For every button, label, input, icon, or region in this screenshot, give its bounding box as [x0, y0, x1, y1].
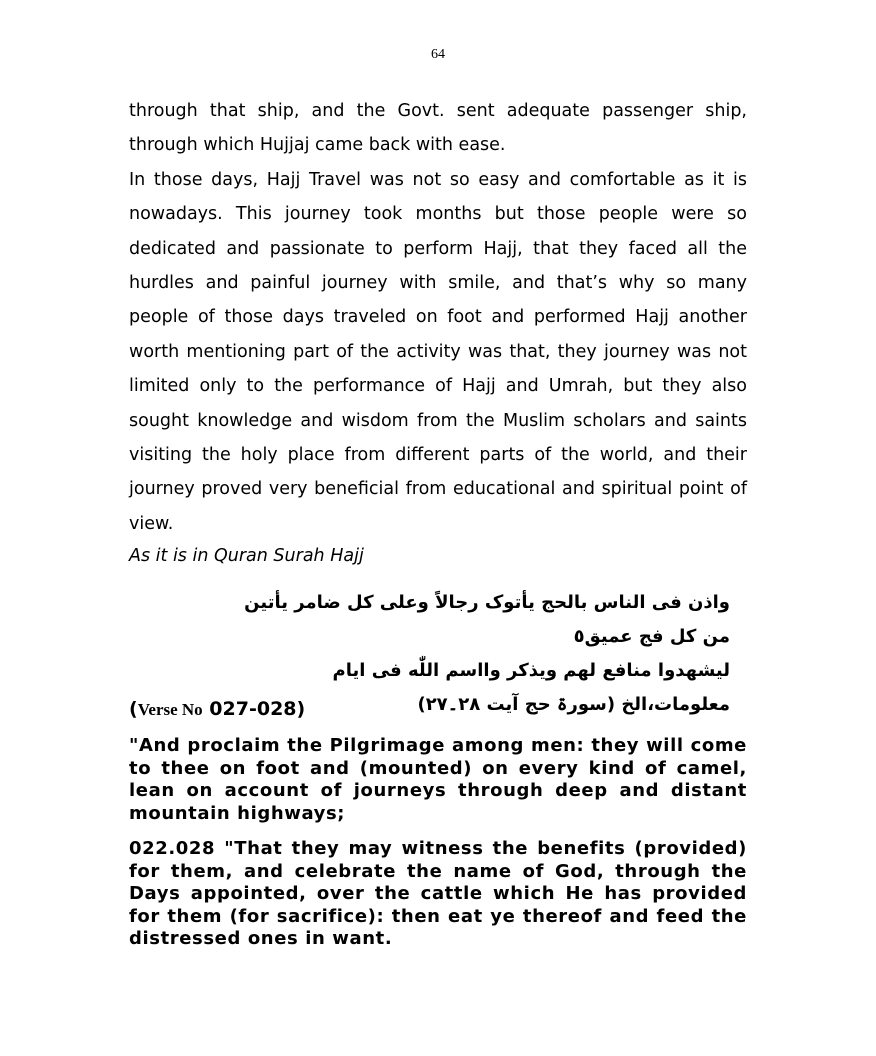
arabic-verse-line-1: واذن فی الناس بالحج یأتوک رجالاً وعلی کل ضامر یأتین من کل فج عمیق٥ [244, 592, 730, 647]
verse-heading-number: 027-028) [202, 698, 306, 720]
paragraph-ship-return: through that ship, and the Govt. sent adequate passenger ship, through which Hujjaj came back with ease. [129, 101, 747, 156]
verse-number-heading [129, 698, 305, 721]
verse-heading-open-paren: ( [129, 698, 138, 720]
arabic-verse-line-2: لیشهدوا منافع لهم ویذکر وااسم اللّٰه فی ایام معلومات،الخ (سورۃ حج آیت ۲۸۔۲۷) [332, 660, 730, 715]
verse-translation-027: "And proclaim the Pilgrimage among men: they will come to thee on foot and (mounted) on every kind of camel, lean on account of journeys through deep and distant mountain highways; [129, 735, 747, 824]
verse-heading-label: Verse No [137, 700, 203, 719]
page-number: 64 [431, 47, 445, 62]
quran-reference-caption: As it is in Quran Surah Hajj [129, 546, 364, 566]
body-text [129, 94, 747, 541]
verse-translation-028: 022.028 "That they may witness the benefits (provided) for them, and celebrate the name of God, through the Days appointed, over the cattle which He has provided for them (for sacrifice): then eat ye thereof and feed the distressed ones in want. [129, 838, 747, 949]
paragraph-hajj-travel: In those days, Hajj Travel was not so easy and comfortable as it is nowadays. This journey took months but those people were so dedicated and passionate to perform Hajj, that they faced all the hurdles and painful journey with smile, and that’s why so many people of those days traveled on foot and performed Hajj another worth mentioning part of the activity was that, they journey was not limited only to the performance of Hajj and Umrah, but they also sought knowledge and wisdom from the Muslim scholars and saints visiting the holy place from different parts of the world, and their journey proved very beneficial from educational and spiritual point of view. [129, 169, 747, 534]
